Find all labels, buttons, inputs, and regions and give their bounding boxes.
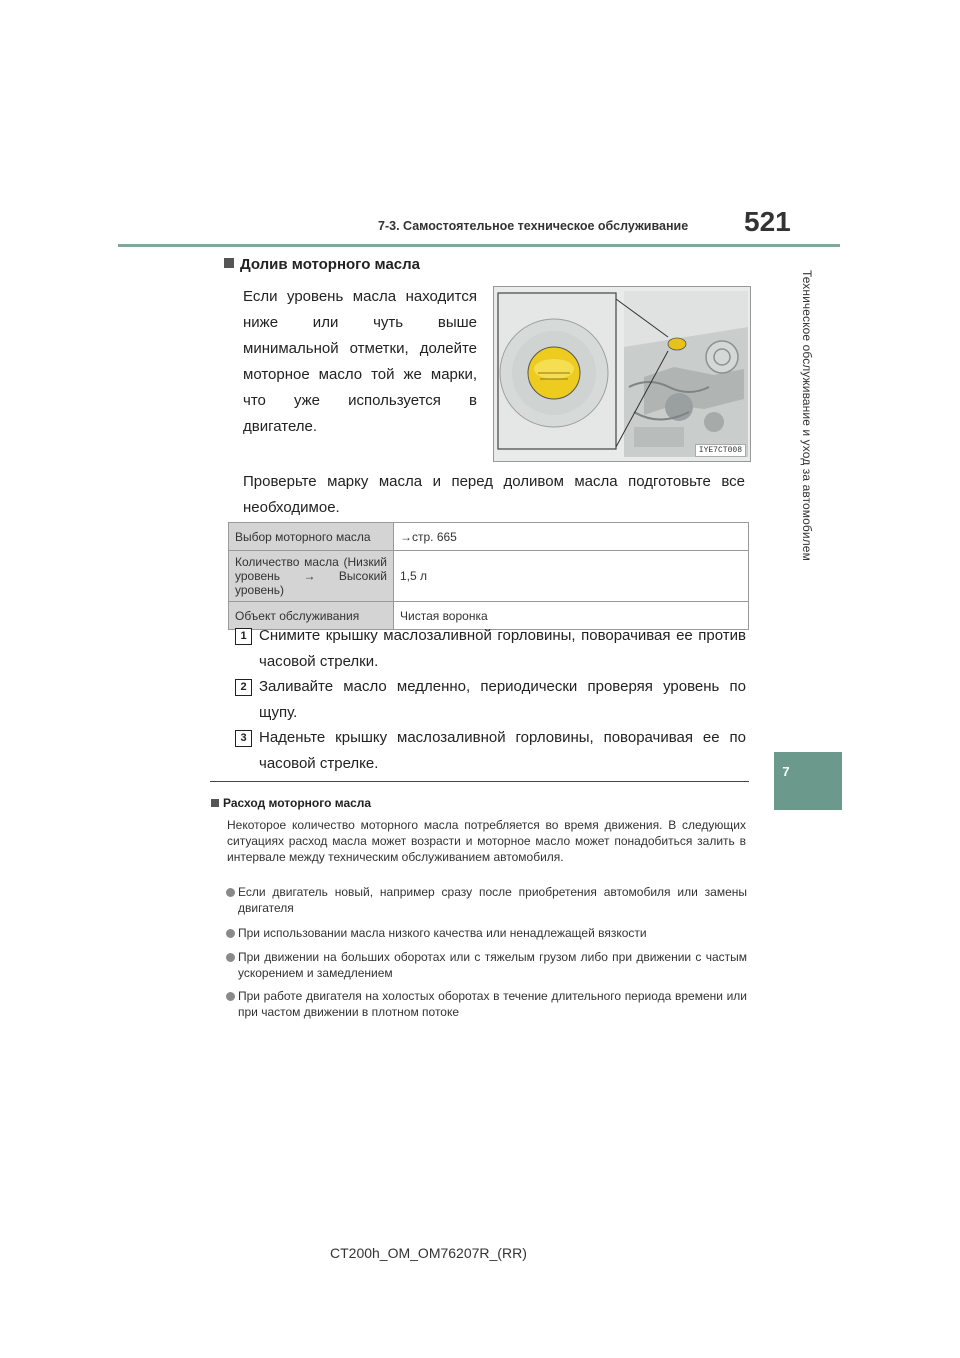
engine-bay-illustration — [494, 287, 750, 461]
bullet-icon — [226, 929, 235, 938]
header-section-title: 7-3. Самостоятельное техническое обслуживание — [378, 219, 689, 233]
step-number: 3 — [235, 730, 252, 747]
step-text: Заливайте масло медленно, периодически проверяя уровень по щупу. — [259, 678, 746, 721]
table-row — [229, 551, 749, 602]
header-divider — [118, 244, 840, 247]
bullet-icon — [226, 953, 235, 962]
table-row — [229, 523, 749, 551]
bullet-icon — [226, 888, 235, 897]
list-item: При использовании масла низкого качества или ненадлежащей вязкости — [238, 926, 647, 940]
table-value: Чистая воронка — [394, 602, 749, 630]
step-number: 1 — [235, 628, 252, 645]
page-number: 521 — [744, 206, 791, 237]
square-bullet-icon — [224, 258, 234, 268]
chapter-side-label: Техническое обслуживание и уход за автомобилем — [800, 270, 814, 561]
note-heading — [211, 796, 371, 810]
table-key: Объект обслуживания — [229, 602, 394, 630]
engine-oil-cap-figure — [493, 286, 751, 462]
list-item: Если двигатель новый, например сразу после приобретения автомобиля или замены двигателя — [238, 885, 747, 915]
step-text: Снимите крышку маслозаливной горловины, поворачивая ее против часовой стрелки. — [259, 627, 746, 670]
note-paragraph: Некоторое количество моторного масла потребляется во время движения. В следующих ситуациях расход масла может возрасти и моторное масло может понадобиться залить в интервале между техническим обслуживанием автомобиля. — [227, 818, 746, 864]
table-key: Количество масла (Низкий уровень → Высокий уровень) — [229, 551, 394, 602]
document-code: CT200h_OM_OM76207R_(RR) — [330, 1245, 527, 1261]
table-value: 1,5 л — [394, 551, 749, 602]
bullet-icon — [226, 992, 235, 1001]
figure-code: IYE7CT008 — [695, 444, 746, 457]
oil-info-table — [228, 522, 749, 630]
preparation-paragraph: Проверьте марку масла и перед доливом масла подготовьте все необходимое. — [243, 473, 745, 516]
list-item: При движении на больших оборотах или с тяжелым грузом либо при движении с частым ускорением и замедлением — [238, 950, 747, 980]
square-bullet-icon — [211, 799, 219, 807]
intro-paragraph: Если уровень масла находится ниже или чуть выше минимальной отметки, долейте моторное масло той же марки, что уже используется в двигателе. — [243, 288, 477, 435]
section-heading — [224, 256, 420, 273]
table-value: →стр. 665 — [394, 523, 749, 551]
step-text: Наденьте крышку маслозаливной горловины, поворачивая ее по часовой стрелке. — [259, 729, 746, 772]
table-key: Выбор моторного масла — [229, 523, 394, 551]
note-heading-text: Расход моторного масла — [223, 796, 372, 810]
section-heading-text: Долив моторного масла — [240, 256, 421, 273]
list-item: При работе двигателя на холостых оборотах в течение длительного периода времени или при частом движении в плотном потоке — [238, 989, 747, 1019]
section-divider — [210, 781, 749, 782]
step-number: 2 — [235, 679, 252, 696]
chapter-number: 7 — [782, 764, 790, 779]
